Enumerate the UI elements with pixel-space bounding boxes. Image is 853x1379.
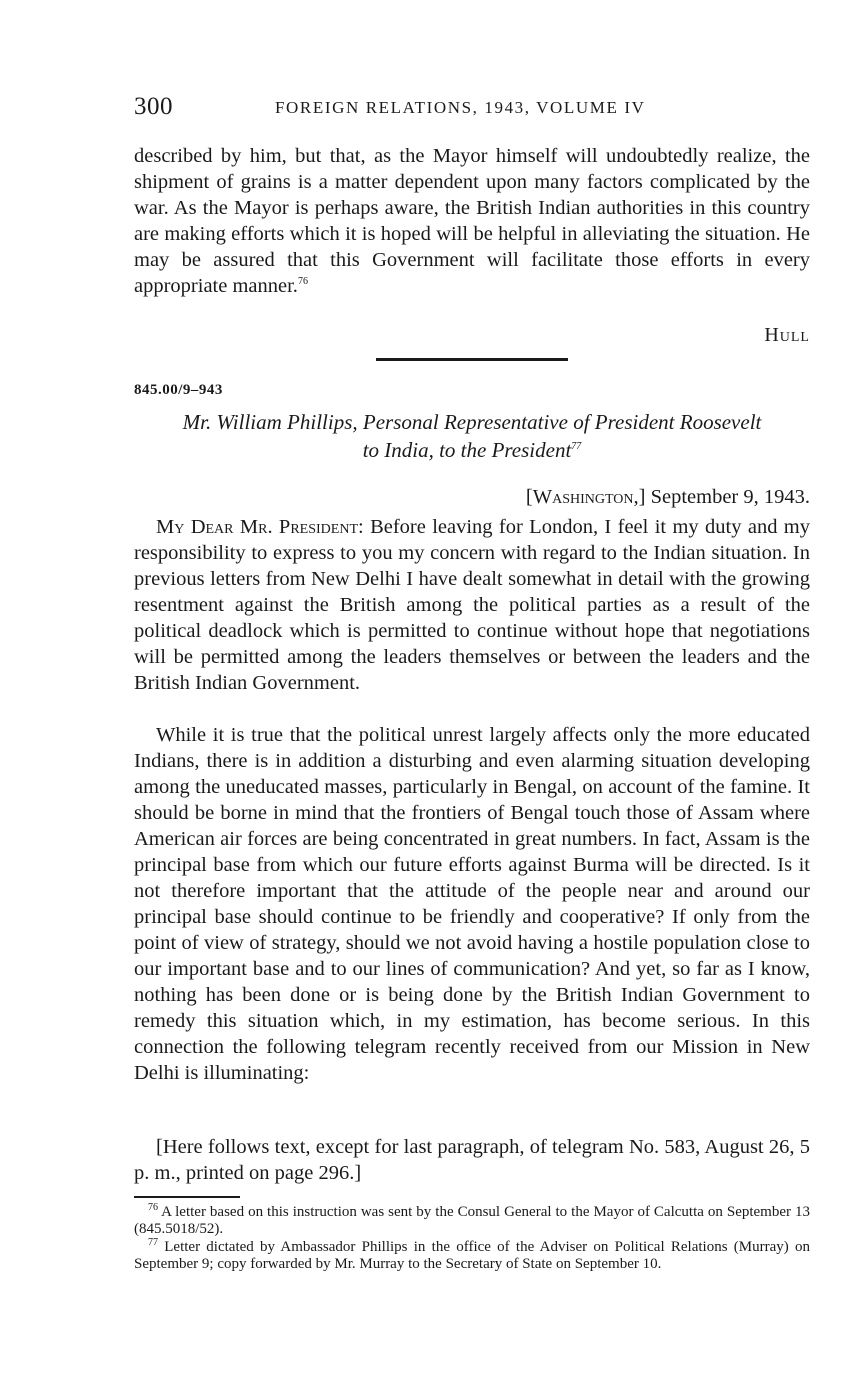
editorial-note (134, 1134, 810, 1186)
dateline-place: [Washington,] (525, 486, 646, 508)
dateline (134, 484, 810, 510)
page-header (134, 93, 810, 125)
document-title-line-2: to India, to the President$^{77}$ (362, 438, 582, 462)
footnote-77 (134, 1239, 810, 1273)
footnotes (134, 1204, 810, 1274)
footnote-76-number: 76 (148, 1202, 158, 1213)
footnote-divider (134, 1196, 240, 1198)
running-head: FOREIGN RELATIONS, 1943, VOLUME IV (275, 98, 646, 117)
paragraph-1-text: Before leaving for London, I feel it my duty and my responsibility to express to you my concern with regard to the Indian situation. In previous letters from New Delhi I have dealt somewhat in detail with the growing resentment against the British among the political parties as a result of the political deadlock which is permitted to continue without hope that negotiations will be permitted among the leaders themselves or between the leaders and the British Indian Government. (134, 516, 810, 694)
letter-paragraph-1 (134, 514, 810, 696)
footnote-ref-76: 76 (297, 276, 308, 288)
footnote-ref-77: 77 (571, 441, 582, 452)
document-title-line-1: Mr. William Phillips, Personal Representative of President Roosevelt (182, 410, 762, 434)
signature: Hull (764, 324, 810, 346)
continuation-paragraph (134, 143, 810, 299)
footnote-77-number: 77 (148, 1237, 158, 1248)
page-number: 300 (134, 93, 173, 120)
letter-paragraph-2 (134, 722, 810, 1086)
footnote-77-text: Letter dictated by Ambassador Phillips in the office of the Adviser on Political Relations (Murray) on September 9; copy forwarded by Mr. Murray to the Secretary of State on September 10. (134, 1239, 810, 1272)
section-divider (376, 358, 568, 361)
file-number: 845.00/9–943 (134, 382, 223, 398)
document-title (134, 408, 810, 464)
footnote-76-text: A letter based on this instruction was sent by the Consul General to the Mayor of Calcutta on September 13 (845.5018/52). (134, 1204, 810, 1237)
salutation: My Dear Mr. President: (156, 516, 364, 538)
dateline-date: September 9, 1943. (650, 486, 810, 508)
paragraph-2-text: While it is true that the political unrest largely affects only the more educated Indians, there is in addition a disturbing and even alarming situation developing among the uneducated masses, particularly in Bengal, on account of the famine. It should be borne in mind that the frontiers of Bengal touch those of Assam where American air forces are being concentrated in great numbers. In fact, Assam is the principal base from which our future efforts against Burma will be directed. Is it not therefore important that the attitude of the people near and around our principal base should continue to be friendly and cooperative? If only from the point of view of strategy, should we not avoid having a hostile population close to our important base and to our lines of communication? And yet, so far as I know, nothing has been done or is being done by the British Indian Government to remedy this situation which, in my estimation, has become serious. In this connection the following telegram recently received from our Mission in New Delhi is illuminating: (134, 724, 810, 1084)
footnote-76 (134, 1204, 810, 1238)
continuation-text: described by him, but that, as the Mayor himself will undoubtedly realize, the shipment of grains is a matter dependent upon many factors complicated by the war. As the Mayor is perhaps aware, the British Indian authorities in this country are making efforts which it is hoped will be helpful in alleviating the situation. He may be assured that this Government will facilitate those efforts in every appropriate manner.$^{76}$ (134, 145, 810, 297)
editorial-note-text: [Here follows text, except for last paragraph, of telegram No. 583, August 26, 5 p. m., printed on page 296.] (134, 1136, 810, 1184)
